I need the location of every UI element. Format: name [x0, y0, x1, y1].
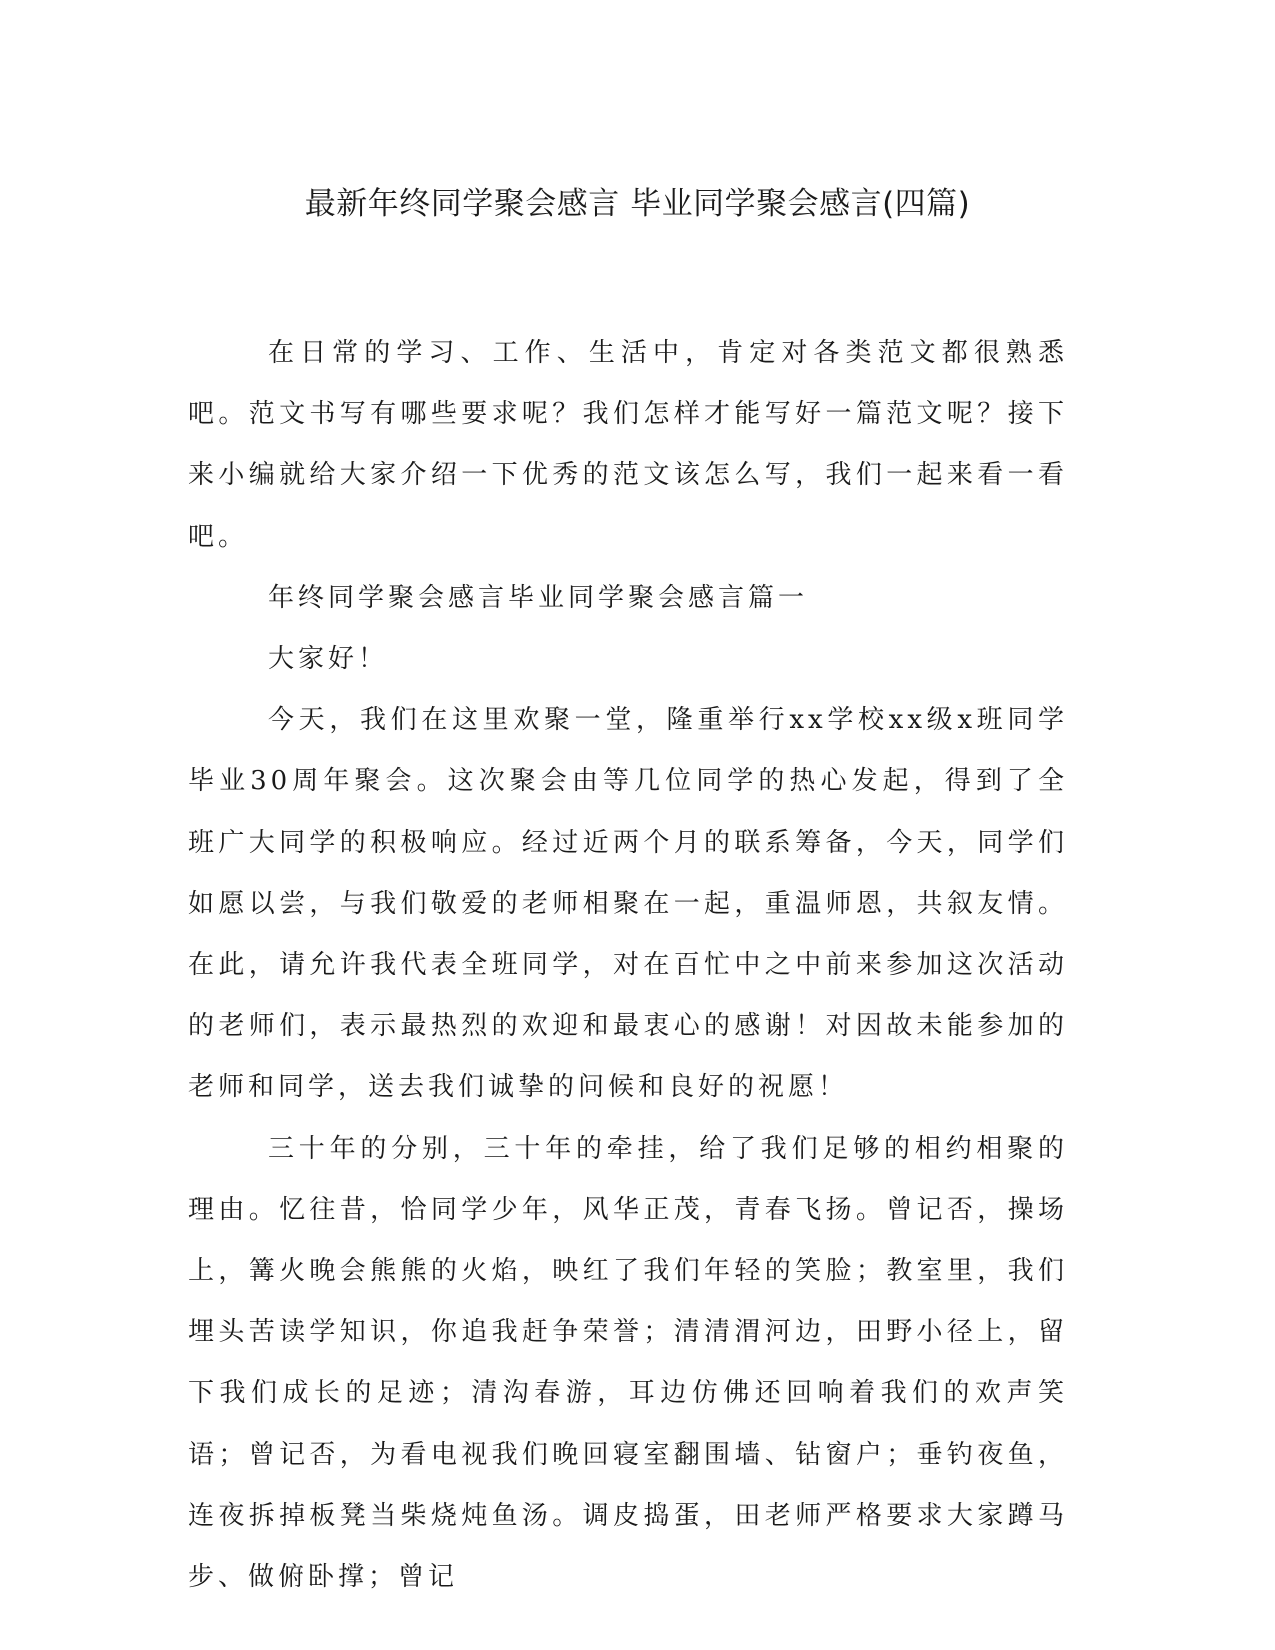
body-paragraph: 今天，我们在这里欢聚一堂，隆重举行xx学校xx级x班同学毕业30周年聚会。这次聚会由等几位同学的热心发起，得到了全班广大同学的积极响应。经过近两个月的联系筹备，今天，同学们如愿以尝，与我们敬爱的老师相聚在一起，重温师恩，共叙友情。在此，请允许我代表全班同学，对在百忙中之中前来参加这次活动的老师们，表示最热烈的欢迎和最衷心的感谢！对因故未能参加的老师和同学，送去我们诚挚的问候和良好的祝愿！	[188, 705, 1068, 1103]
greeting-paragraph: 大家好！	[268, 644, 389, 675]
intro-paragraph: 在日常的学习、工作、生活中，肯定对各类范文都很熟悉吧。范文书写有哪些要求呢？我们怎样才能写好一篇范文呢？接下来小编就给大家介绍一下优秀的范文该怎么写，我们一起来看一看吧。	[188, 338, 1068, 552]
body-paragraph: 三十年的分别，三十年的牵挂，给了我们足够的相约相聚的理由。忆往昔，恰同学少年，风华正茂，青春飞扬。曾记否，操场上，篝火晚会熊熊的火焰，映红了我们年轻的笑脸；教室里，我们埋头苦读学知识，你追我赶争荣誉；清清渭河边，田野小径上，留下我们成长的足迹；清沟春游，耳边仿佛还回响着我们的欢声笑语；曾记否，为看电视我们晚回寝室翻围墙、钻窗户；垂钓夜鱼，连夜拆掉板凳当柴烧炖鱼汤。调皮捣蛋，田老师严格要求大家蹲马步、做俯卧撑；曾记	[188, 1133, 1068, 1593]
document-body	[188, 323, 1068, 1608]
document-title: 最新年终同学聚会感言 毕业同学聚会感言(四篇)	[304, 186, 971, 222]
section-heading: 年终同学聚会感言毕业同学聚会感言篇一	[268, 582, 809, 613]
